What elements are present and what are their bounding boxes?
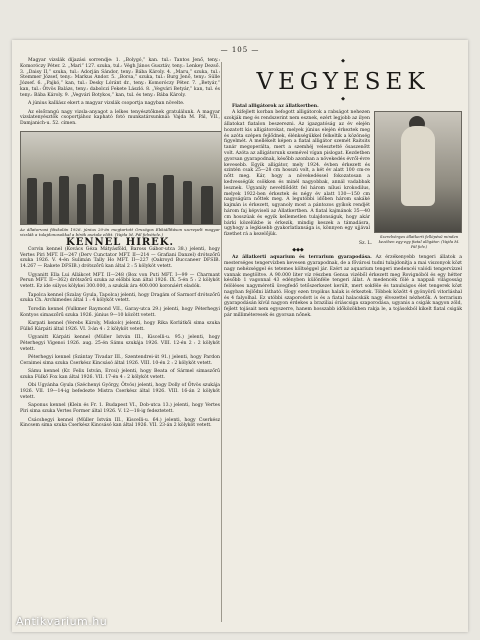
kennel-news-item: Saponus kennel (Klein és Fr. 1. Budapest VI., Dob-utca 13.) jelenti, hogy Vertes Piri sima szuka Vertes Former által 1926. V. 12—18-ig fedeztetett.	[20, 403, 220, 415]
kennel-news-item: Sámu kennel (Kr. Felix István, Ercsi) jelenti, hogy Beata of Sármel simaszőrű szuka Fülkő Fox kan által 1926. VII. 17-én 4 : 2 kölyköt vetett.	[20, 369, 220, 381]
kennel-news-item: Tapolca kennel (Szalay Gyula, Tapolca) jelenti, hogy Dragám of Sarmorf drótszőrű szuka Ch. Archimedes által 1 : 4 kölyköt vetett.	[20, 292, 220, 304]
watermark-text: Antikvarium.hu	[16, 615, 108, 628]
kennel-news-item: Obi Ugyánha Gyula (Széchenyi György, Ötvös) jelenti, hogy Dolly of Ötvös szukája 1926. VII. 19—14-ig befedezte Mistra Cserkész által 1926. VIII. 16-án 2 kölyköt vetett.	[20, 383, 220, 401]
ornament-top: ◆	[341, 58, 345, 64]
dog-show-photo-caption: Az állatorvosi főiskolán 1926. június 20-án megtartott Országos Ebkiállításon szerepelt magyar vizslák a tulajdonosokkal a bírák asztala előtt. (Vajda M. Pál felvétele.)	[20, 226, 220, 237]
alligator-subheading: Fiatal alligátorok az állatkertben.	[232, 103, 319, 109]
alligator-signature: Sz. L.	[359, 240, 372, 246]
kennel-news-list	[20, 247, 220, 429]
alligator-paragraph: A kifejlett korban befogott alligátorok a rabságot nehezen szokják meg és rendszerint nem esznek, ezért legjobb az ilyen állatokat fiatalon beszerezni. Az igazgatóság az év elején hozatott kis alligátorokat, melyek június elején érkeztek meg és azóta szépen fejlődnek, élénkségükkel felkeltik a közönség figyelmét. A mellékelt képen a fiatal alligátor szemét Raitsits tanár megoperálta, mert a szemhéj velesztetté ösaszenőtt volt. Azóta az alligátorunk szemével vígan pislogat. Kezdetben gyorsan gyarapodnak, később azonban a növekedés évről-évre kevesebb. Egyik alligátor, mely 1924. évben érkezett és szintén csak 25—28 cm hosszú volt, a két év alatt 100 cm-re nőtt meg. Kár, hogy a növekedéssel fokozatosan a kedvességük csökken és minél nagyobbak, annál vadabbak lesznek. Ugyanily neveltlődött fel három nílusi krokodilus, melyek 1922-ben érkeztek és négy év alatt 130—150 cm nagyságúra nőttek meg. A legutóbbi időben három sakáké kajmán is érkezett, ugyanoly most a pántozos gyíkok rendjét három faj képviseli az Állatkertben. A fiatal kajmánok 35—40 cm hosszúak és egyik kellemetlen tulajdonságuk, hogy akár bárki közelükbe is érkezik, mindig keszek a támadásra, ugyhogy a legkisebb gyakorlatlansága is, könnyen egy ujjával fizethet rá a kezelőjük.	[224, 110, 370, 238]
breeders-paragraph: Az elsőrangú nagy vizsla-anyagot a lelkes tenyésztőknek gratulálunk. A magyar vizslatenyésztők csoportjához kapható fotó munkatársunknál: Vajda M. Pál, VII., Damjanich-u. 52. címen.	[20, 109, 220, 127]
vizsla-ranking-paragraph: Magyar vizslák díjazási sorrendje: 1. „Bolygó,” kan. tul.: Tantos Jenő, teny.: Komoróczy Péter. 2. „Mari” 127. szuka, tul.: Végh János Gusztáv, teny.: Lenkey Dezső. 3. „Daisy II,” szuka, tul.: Adorján Sándor, teny.: Bába Károly. 4. „Maru,” szuka, tul.: Stemmer József, teny.: Markus Andor. 5. „Borsa,” szuka, tul.: Burg Jenő, teny.: Sülle József. 6. „Pajkó,” kan, tul.: Desky Lóránt dr., teny.: Komoróczy Péter. 7. „Betyár,” kan, tul.: Ötvös Balázs, teny.: dabolczi Fekete László. 8. „Vegvári Betyár,” kan, tul. és teny.: Bába Károly. 9. „Vegvári Botykos,” kan, tul. és teny.: Bába Károly.	[20, 58, 220, 98]
kennel-news-item: Corvin kennel (Kovács Géza Mátyásföld, Baross Gábor-utca 38.) jelenti, hogy Vertes Piri MFT. II—247 (Derv Cunctator MFT. II—214 — Grafiani Danzel) drótszőrű szuka 1926. V. 4-én Sulimán Tally Ho MFT. II—227 (Oakroyd Buccaneer DFSIB. 14.267 — Rakete DFSIB.) drótszőrű kan által 2 : 5 kölyköt vetett.	[20, 246, 220, 270]
column-divider	[221, 62, 222, 622]
kennel-news-item: Torodin kennel (Vulkmer Raymond VII., Garay-utca 29.) jelenti, hogy Péterhegyi Kontyos simaszőrű szuka 1926. június 9—10 között vetett.	[20, 306, 220, 318]
ornament-bottom: ◆	[341, 95, 345, 102]
page-number: — 105 —	[220, 46, 260, 54]
aquarium-paragraph	[224, 255, 462, 319]
aquarium-text: Az érzékenyebb tengeri állatok a mesterséges tengervízben kevesen gyarapodnak, de a fővárosi tudni tulajdonítja a mai viszonyok közt nagy nehézséggel és tetemes költséggel jár. Ezért az aquarium tengeri medencéi valódi tengervízzel vannak megtöltve. A 90.000 liter víz részben Genua vizéből érkezett meg Rovignóból és egy hétter később 1 vagonnal 43 edényben különféle tengeri állat. A medencék fölé a nappali világosság felöléses nagyméretű üvegfedő tetőszerkezet került, mert sokféle és tanulságos élet tengerek közt nagyban fejlődni látható. Hogy ezen tropikus halak is érkeztek. Többek között 4 gyönyörű vitorláshal és 4 falyolhal. Ez utóbbi szaporodott is és a fiatal halacskák nagy élvezettel nézhetők. A terrarium gyarapodásán kívül nagyon érdekes a braziliai óriáscsiga szaporodása, ugyanis a csigák nagyon zöld, fejlett tojásait nem egyszerre, hanem hosszabb időközökben rakja le, a tojásokból kikelt fiatal csigák pár milliméteresek és gyorsan nőnek.	[224, 255, 462, 319]
kennel-news-item: Ugyanitt Ella Lui Allákcet MFT. II—248 (Box von Puti MFT. I—99 — Charmant Perun MFT. II—362) drótszőrű szuka az előbbi kan által 1926. IX. 5-én 5 : 2 kölyköt vetett. Ez ide súlyos kölykei 300.000, a szukák ára 400.000 koronáért eladók.	[20, 272, 220, 290]
alligator-keeper-photo	[374, 111, 462, 233]
kennel-news-heading: KENNEL HIREK.	[66, 236, 174, 248]
kennel-news-item: Ugyanitt Kárpáti kennel (Müller István III., Kiscelli-u. 95.) jelenti, hogy Péterhegyi Vigenoi 1926. aug. 25-én Sámu szukája 1926. VIII. 12-én 2 : 2 kölyköt vetett.	[20, 335, 220, 352]
alligator-photo-caption: Szerelvényes állatkerti fellépésű minden kezében egy-egy fiatal alligátor. (Vajda M. Pál felv.)	[378, 234, 460, 249]
magazine-page	[12, 40, 468, 632]
ornament-separator: ◆◆◆	[292, 247, 304, 254]
kennel-news-item: Karpati kennel (Verebs Károly, Miskolc) jelenti, hogy Rika Korlátkői sima szuka Fülkő Kárpáti által 1926. VI. 3-án 4 : 2 kölyköt vetett.	[20, 320, 220, 332]
right-column	[224, 58, 462, 321]
kennel-news-item: Péterhegyi kennel (Szántay Tivadar III., Szentendrei-út 91.) jelenti, hogy Pardon Ceraimei sima szuka Cserkész Kincsásó által 1926. VIII. 10-én 2 : 2 kölyköt vetett.	[20, 355, 220, 366]
dog-show-photo	[20, 131, 222, 225]
section-title: VEGYESEK	[256, 68, 430, 95]
aquarium-subheading: Az állatkerti aquarium és terrarium gyarapodása.	[232, 255, 372, 261]
left-column	[20, 58, 220, 432]
kennel-news-item: Csácshegyi kennel (Müller István III., Kiscelli-u. 64.) jelenti, hogy Cserkész Kincsem sima szuka Cserkész Kincsásó kan által 1926. VII. 23-án 2 kölyköt vetett.	[20, 417, 220, 429]
june-note-paragraph: A június kalliász ekert a magyar vizslák csoportja nagyban növelte.	[28, 101, 185, 107]
